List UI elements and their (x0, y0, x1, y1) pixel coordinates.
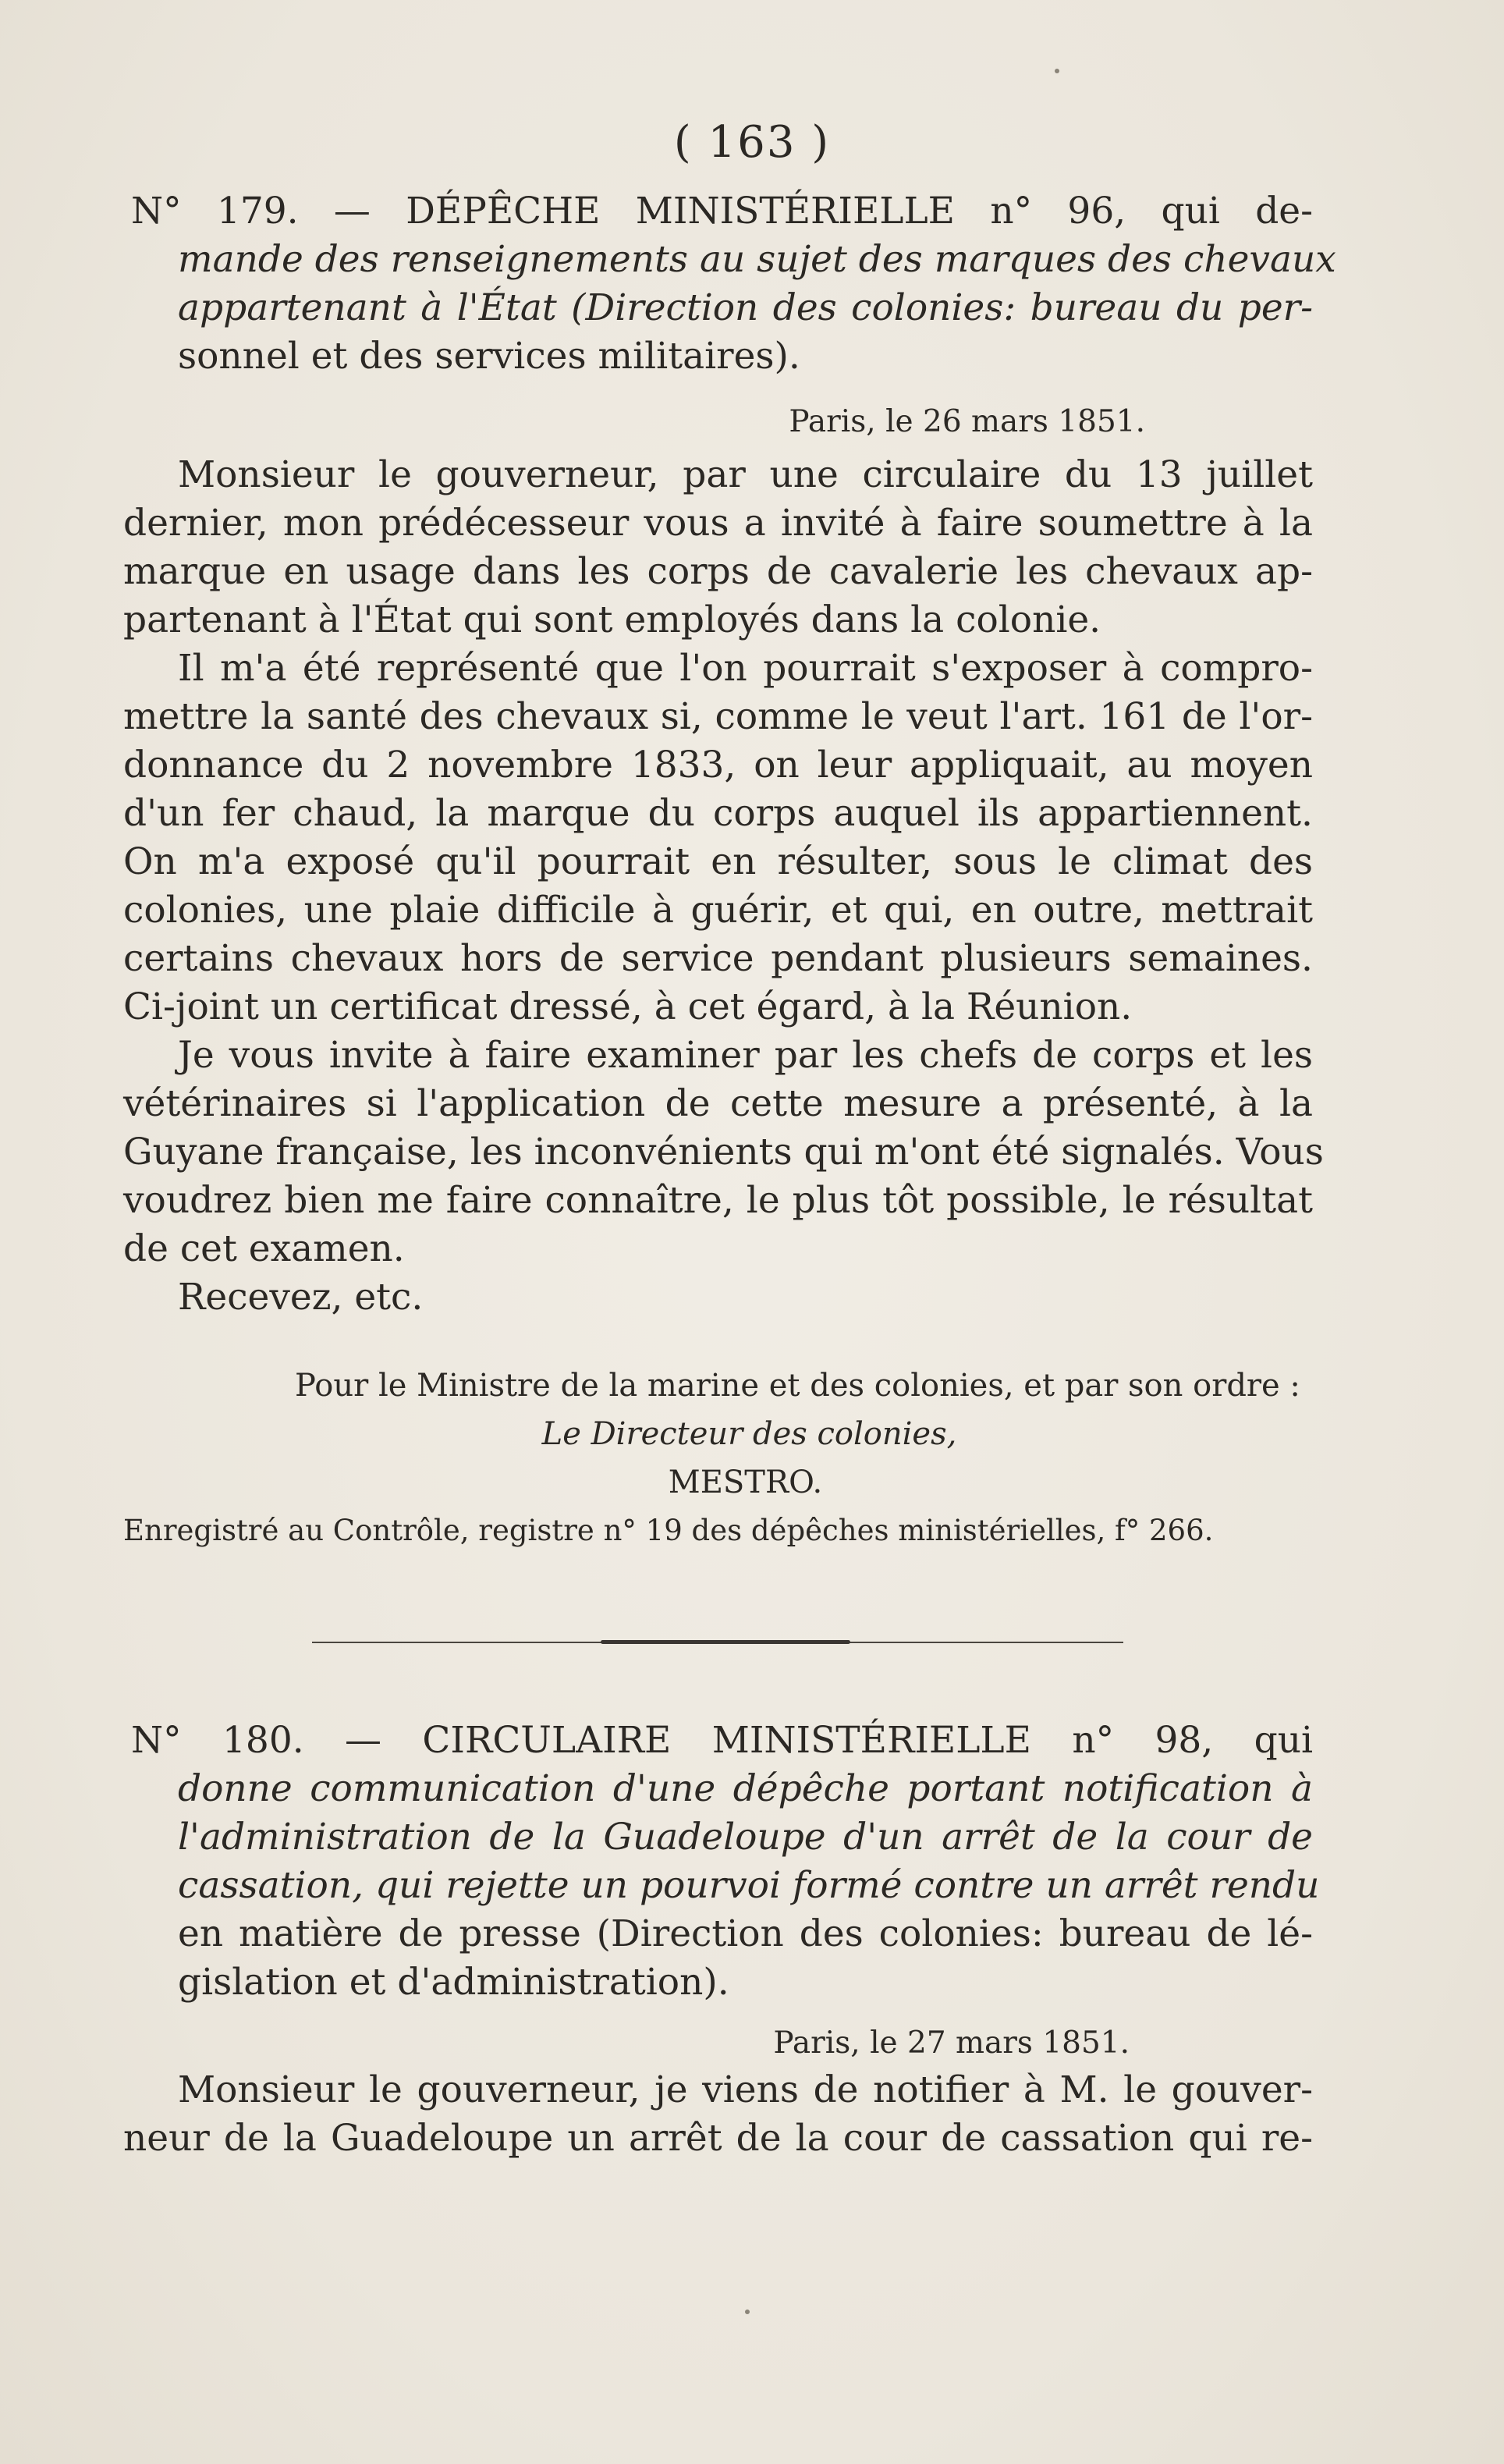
entry-180-heading (123, 1717, 1320, 2007)
page-number: ( 163 ) (673, 117, 831, 168)
entry-179-heading (123, 187, 1336, 381)
heading-line: appartenant à l'État (Direction des colonies: bureau du per- (178, 286, 1313, 329)
body-line: Je vous invite à faire examiner par les chefs de corps et les (178, 1034, 1313, 1077)
paper-speck (1055, 69, 1059, 73)
dateline: Paris, le 26 mars 1851. (789, 404, 1145, 439)
body-line: On m'a exposé qu'il pourrait en résulter, sous le climat des (123, 840, 1313, 883)
body-line: d'un fer chaud, la marque du corps auquel ils appartiennent. (123, 792, 1313, 835)
entry-180-body (123, 2066, 1313, 2163)
body-line: neur de la Guadeloupe un arrêt de la cour de cassation qui re- (123, 2117, 1313, 2160)
entry-180-date (123, 2019, 1130, 2068)
heading-line: N° 180. — CIRCULAIRE MINISTÉRIELLE n° 98, qui (131, 1719, 1313, 1762)
entry-179-signature (123, 1362, 1313, 1555)
paper-speck (745, 2310, 750, 2314)
body-line: partenant à l'État qui sont employés dans la colonie. (123, 598, 1101, 641)
body-line: marque en usage dans les corps de cavalerie les chevaux ap- (123, 550, 1313, 593)
heading-line: l'administration de la Guadeloupe d'un arrêt de la cour de (178, 1816, 1313, 1859)
section-divider (312, 1642, 1123, 1643)
registration-note: Enregistré au Contrôle, registre n° 19 des dépêches ministérielles, f° 266. (123, 1514, 1214, 1547)
body-line: dernier, mon prédécesseur vous a invité à faire soumettre à la (123, 502, 1313, 545)
heading-line: sonnel et des services militaires). (178, 335, 800, 378)
body-line: Monsieur le gouverneur, je viens de notifier à M. le gouver- (178, 2068, 1313, 2111)
heading-line: cassation, qui rejette un pourvoi formé contre un arrêt rendu (178, 1864, 1320, 1907)
body-line: Recevez, etc. (178, 1276, 424, 1319)
heading-line: gislation et d'administration). (178, 1961, 729, 2004)
heading-line: N° 179. — DÉPÊCHE MINISTÉRIELLE n° 96, qui de- (131, 190, 1313, 233)
body-line: donnance du 2 novembre 1833, on leur appliquait, au moyen (123, 744, 1313, 786)
body-line: Monsieur le gouverneur, par une circulaire du 13 juillet (178, 453, 1313, 496)
entry-179-date (123, 398, 1145, 446)
body-line: colonies, une plaie difficile à guérir, et qui, en outre, mettrait (123, 889, 1313, 932)
signature-line: Pour le Ministre de la marine et des colonies, et par son ordre : (295, 1368, 1300, 1404)
body-line: Guyane française, les inconvénients qui m'ont été signalés. Vous (123, 1131, 1324, 1173)
body-line: vétérinaires si l'application de cette mesure a présenté, à la (123, 1082, 1313, 1125)
body-line: voudrez bien me faire connaître, le plus tôt possible, le résultat (123, 1179, 1313, 1222)
heading-line: donne communication d'une dépêche portant notification à (178, 1767, 1313, 1810)
heading-line: en matière de presse (Direction des colonies: bureau de lé- (178, 1912, 1313, 1955)
body-line: de cet examen. (123, 1227, 405, 1270)
body-line: certains chevaux hors de service pendant plusieurs semaines. (123, 937, 1313, 980)
body-line: Il m'a été représenté que l'on pourrait s'exposer à compro- (178, 647, 1313, 690)
heading-line: mande des renseignements au sujet des marques des chevaux (178, 238, 1336, 281)
dateline: Paris, le 27 mars 1851. (773, 2026, 1130, 2061)
entry-179-body (123, 451, 1324, 1322)
body-line: Ci-joint un certificat dressé, à cet égard, à la Réunion. (123, 985, 1133, 1028)
signature-title: Le Directeur des colonies, (541, 1416, 957, 1452)
body-line: mettre la santé des chevaux si, comme le veut l'art. 161 de l'or- (123, 695, 1313, 738)
signature-name: MESTRO. (668, 1465, 823, 1500)
